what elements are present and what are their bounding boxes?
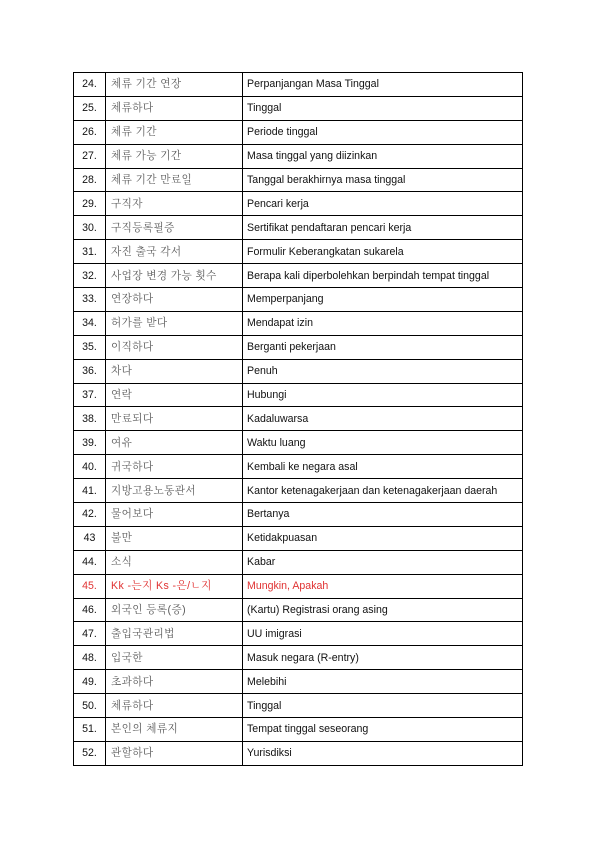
korean-term: 외국인 등록(증): [106, 598, 243, 622]
table-row: [74, 694, 523, 718]
row-number: 31.: [74, 240, 106, 264]
vocabulary-table-body: [74, 73, 523, 766]
korean-term: 체류 기간 연장: [106, 73, 243, 97]
table-row: [74, 431, 523, 455]
table-row: [74, 168, 523, 192]
table-row: [74, 96, 523, 120]
row-number: 39.: [74, 431, 106, 455]
table-row: [74, 741, 523, 765]
korean-term: 본인의 체류지: [106, 718, 243, 742]
korean-term: 이직하다: [106, 335, 243, 359]
korean-term: 입국한: [106, 646, 243, 670]
indonesian-translation: Sertifikat pendaftaran pencari kerja: [243, 216, 523, 240]
table-row: [74, 622, 523, 646]
indonesian-translation: Hubungi: [243, 383, 523, 407]
table-row: [74, 120, 523, 144]
indonesian-translation: Periode tinggal: [243, 120, 523, 144]
indonesian-translation: (Kartu) Registrasi orang asing: [243, 598, 523, 622]
table-row: [74, 670, 523, 694]
korean-term: 소식: [106, 550, 243, 574]
indonesian-translation: Tanggal berakhirnya masa tinggal: [243, 168, 523, 192]
table-row: [74, 359, 523, 383]
table-row: [74, 598, 523, 622]
row-number: 24.: [74, 73, 106, 97]
table-row: [74, 311, 523, 335]
row-number: 40.: [74, 455, 106, 479]
table-row: [74, 526, 523, 550]
table-row: [74, 144, 523, 168]
korean-term: 차다: [106, 359, 243, 383]
row-number: 36.: [74, 359, 106, 383]
row-number: 37.: [74, 383, 106, 407]
row-number: 42.: [74, 503, 106, 527]
row-number: 32.: [74, 264, 106, 288]
korean-term: 체류 가능 기간: [106, 144, 243, 168]
korean-term: 허가를 받다: [106, 311, 243, 335]
korean-term: 만료되다: [106, 407, 243, 431]
table-row: [74, 192, 523, 216]
korean-term: 연락: [106, 383, 243, 407]
row-number: 28.: [74, 168, 106, 192]
row-number: 46.: [74, 598, 106, 622]
row-number: 29.: [74, 192, 106, 216]
korean-term: 초과하다: [106, 670, 243, 694]
table-row: [74, 240, 523, 264]
table-row: [74, 503, 523, 527]
row-number: 47.: [74, 622, 106, 646]
indonesian-translation: Kadaluwarsa: [243, 407, 523, 431]
korean-term: 연장하다: [106, 288, 243, 312]
row-number: 49.: [74, 670, 106, 694]
indonesian-translation: Formulir Keberangkatan sukarela: [243, 240, 523, 264]
korean-term: 체류 기간: [106, 120, 243, 144]
table-row: [74, 718, 523, 742]
row-number: 41.: [74, 479, 106, 503]
korean-term: 체류 기간 만료일: [106, 168, 243, 192]
row-number: 25.: [74, 96, 106, 120]
indonesian-translation: Tempat tinggal seseorang: [243, 718, 523, 742]
indonesian-translation: Masuk negara (R-entry): [243, 646, 523, 670]
korean-term: 체류하다: [106, 96, 243, 120]
table-row: [74, 264, 523, 288]
table-row: [74, 479, 523, 503]
indonesian-translation: Berapa kali diperbolehkan berpindah tempat tinggal: [243, 264, 523, 288]
table-row: [74, 455, 523, 479]
row-number: 48.: [74, 646, 106, 670]
korean-term: 출입국관리법: [106, 622, 243, 646]
korean-term: 관할하다: [106, 741, 243, 765]
indonesian-translation: Bertanya: [243, 503, 523, 527]
korean-term: Kk -는지 Ks -은/ㄴ지: [106, 574, 243, 598]
row-number: 43: [74, 526, 106, 550]
korean-term: 귀국하다: [106, 455, 243, 479]
indonesian-translation: Tinggal: [243, 694, 523, 718]
row-number: 52.: [74, 741, 106, 765]
table-row: [74, 216, 523, 240]
table-row: [74, 407, 523, 431]
indonesian-translation: Mendapat izin: [243, 311, 523, 335]
indonesian-translation: Ketidakpuasan: [243, 526, 523, 550]
table-row: [74, 646, 523, 670]
korean-term: 체류하다: [106, 694, 243, 718]
indonesian-translation: Tinggal: [243, 96, 523, 120]
table-row-highlighted: [74, 574, 523, 598]
indonesian-translation: Perpanjangan Masa Tinggal: [243, 73, 523, 97]
indonesian-translation: Memperpanjang: [243, 288, 523, 312]
korean-term: 불만: [106, 526, 243, 550]
indonesian-translation: Kabar: [243, 550, 523, 574]
row-number: 50.: [74, 694, 106, 718]
korean-term: 구직자: [106, 192, 243, 216]
table-row: [74, 288, 523, 312]
indonesian-translation: Yurisdiksi: [243, 741, 523, 765]
table-row: [74, 383, 523, 407]
indonesian-translation: Kembali ke negara asal: [243, 455, 523, 479]
vocabulary-table: [73, 72, 523, 766]
row-number: 33.: [74, 288, 106, 312]
table-row: [74, 73, 523, 97]
row-number: 30.: [74, 216, 106, 240]
indonesian-translation: UU imigrasi: [243, 622, 523, 646]
korean-term: 구직등록필증: [106, 216, 243, 240]
korean-term: 자진 출국 각서: [106, 240, 243, 264]
indonesian-translation: Kantor ketenagakerjaan dan ketenagakerjaan daerah: [243, 479, 523, 503]
row-number: 26.: [74, 120, 106, 144]
indonesian-translation: Masa tinggal yang diizinkan: [243, 144, 523, 168]
indonesian-translation: Pencari kerja: [243, 192, 523, 216]
korean-term: 여유: [106, 431, 243, 455]
indonesian-translation: Berganti pekerjaan: [243, 335, 523, 359]
row-number: 51.: [74, 718, 106, 742]
row-number: 38.: [74, 407, 106, 431]
indonesian-translation: Melebihi: [243, 670, 523, 694]
row-number: 34.: [74, 311, 106, 335]
table-row: [74, 335, 523, 359]
row-number: 44.: [74, 550, 106, 574]
indonesian-translation: Mungkin, Apakah: [243, 574, 523, 598]
row-number: 45.: [74, 574, 106, 598]
korean-term: 지방고용노동관서: [106, 479, 243, 503]
table-row: [74, 550, 523, 574]
row-number: 27.: [74, 144, 106, 168]
indonesian-translation: Waktu luang: [243, 431, 523, 455]
row-number: 35.: [74, 335, 106, 359]
korean-term: 사업장 변경 가능 횟수: [106, 264, 243, 288]
indonesian-translation: Penuh: [243, 359, 523, 383]
korean-term: 물어보다: [106, 503, 243, 527]
